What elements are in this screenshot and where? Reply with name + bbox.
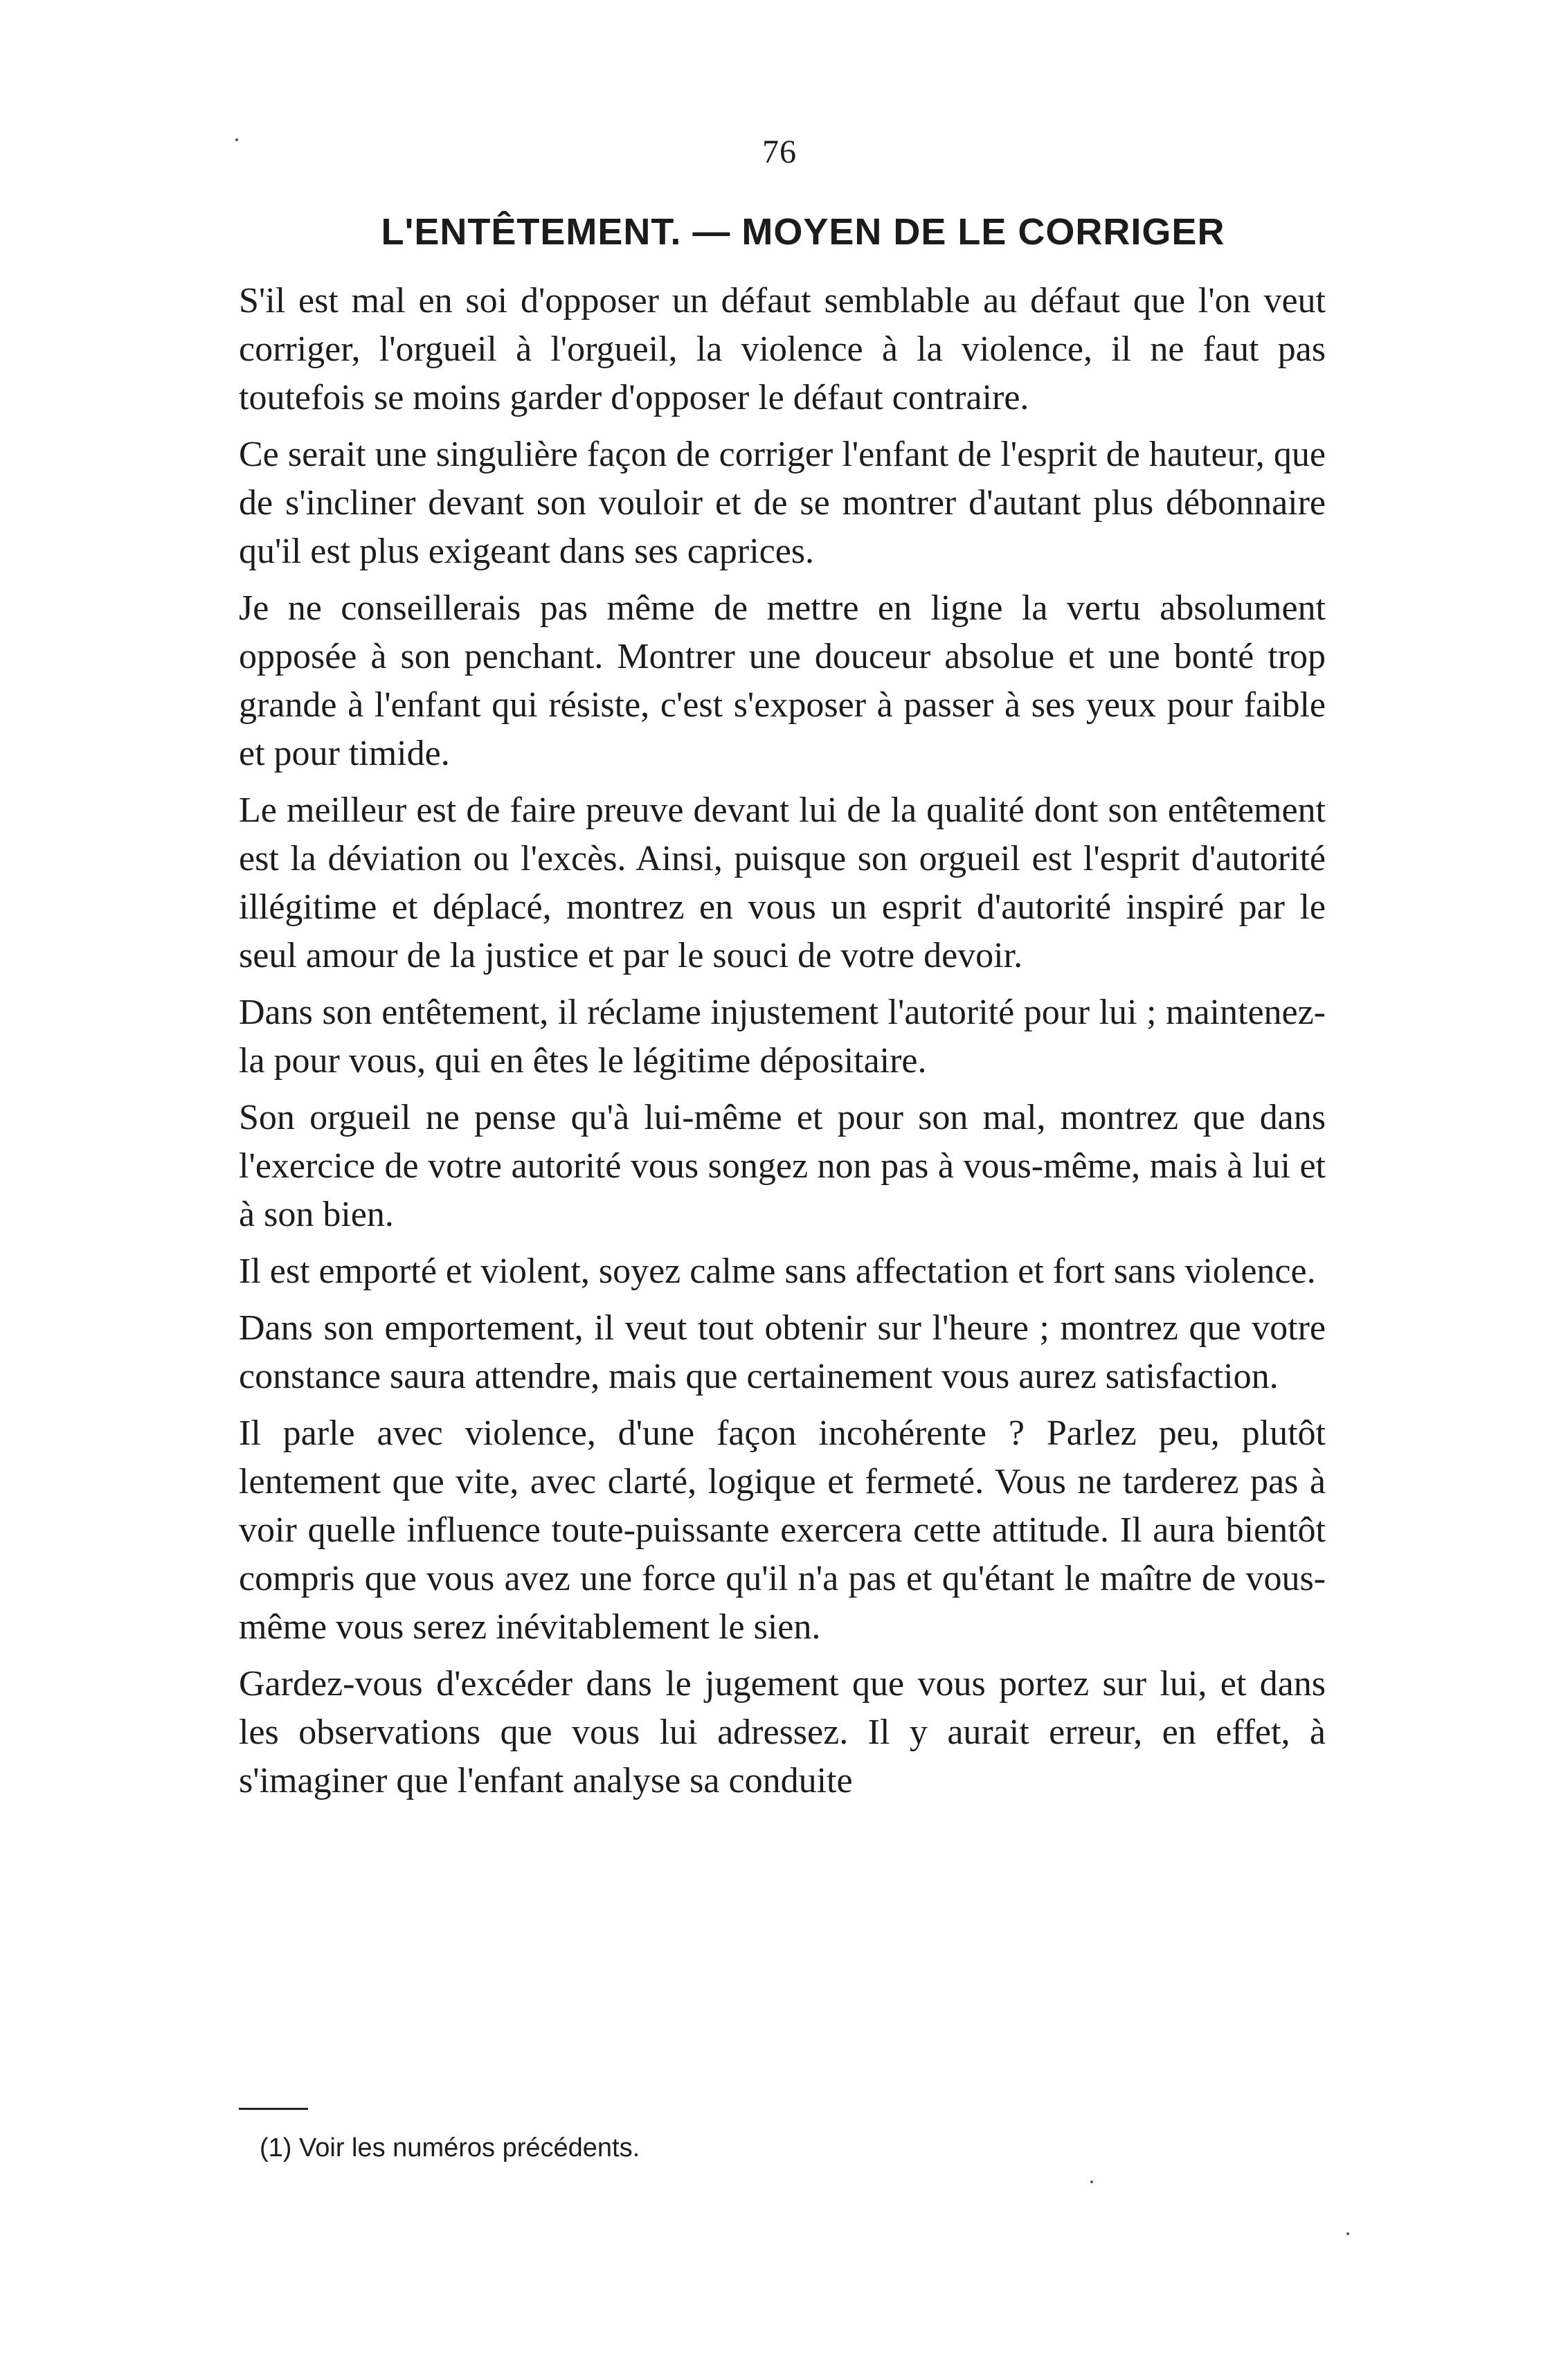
paragraph: Il parle avec violence, d'une façon incohérente ? Parlez peu, plutôt lentement que vite, avec clarté, logique et fermeté. Vous ne tarderez pas à voir quelle influence toute-puissante exercera cette attitude. Il aura bientôt compris que vous avez une force qu'il n'a pas et qu'étant le maître de vous-même vous serez inévitablement le sien. <box>239 1414 1326 1647</box>
body-text <box>239 277 1326 1814</box>
scan-speck <box>235 138 238 141</box>
footnote-divider <box>239 2108 308 2110</box>
paragraph: Le meilleur est de faire preuve devant lui de la qualité dont son entêtement est la déviation ou l'excès. Ainsi, puisque son orgueil est l'esprit d'autorité illégitime et déplacé, montrez en vous un esprit d'autorité inspiré par le seul amour de la justice et par le souci de votre devoir. <box>239 791 1326 975</box>
paragraph: S'il est mal en soi d'opposer un défaut semblable au défaut que l'on veut corriger, l'orgueil à l'orgueil, la violence à la violence, il ne faut pas toutefois se moins garder d'opposer le défaut contraire. <box>239 281 1326 417</box>
paragraph: Dans son emportement, il veut tout obtenir sur l'heure ; montrez que votre constance saura attendre, mais que certainement vous aurez satisfaction. <box>239 1308 1326 1396</box>
paragraph: Dans son entêtement, il réclame injustement l'autorité pour lui ; maintenez-la pour vous, qui en êtes le légitime dépositaire. <box>239 993 1326 1081</box>
chapter-title: L'ENTÊTEMENT. — MOYEN DE LE CORRIGER <box>381 211 1225 253</box>
footnote: (1) Voir les numéros précédents. <box>260 2133 640 2162</box>
page-number: 76 <box>762 134 797 170</box>
paragraph: Je ne conseillerais pas même de mettre en ligne la vertu absolument opposée à son penchant. Montrer une douceur absolue et une bonté trop grande à l'enfant qui résiste, c'est s'exposer à passer à ses yeux pour faible et pour timide. <box>239 588 1326 773</box>
paragraph: Gardez-vous d'excéder dans le jugement que vous portez sur lui, et dans les observations que vous lui adressez. Il y aurait erreur, en effet, à s'imaginer que l'enfant analyse sa conduite <box>239 1664 1326 1800</box>
scan-speck <box>1090 2180 1093 2183</box>
scan-speck <box>1346 2232 1349 2235</box>
paragraph: Ce serait une singulière façon de corriger l'enfant de l'esprit de hauteur, que de s'incliner devant son vouloir et de se montrer d'autant plus débonnaire qu'il est plus exigeant dans ses caprices. <box>239 435 1326 571</box>
paragraph: Son orgueil ne pense qu'à lui-même et pour son mal, montrez que dans l'exercice de votre autorité vous songez non pas à vous-même, mais à lui et à son bien. <box>239 1098 1326 1234</box>
paragraph: Il est emporté et violent, soyez calme sans affectation et fort sans violence. <box>239 1252 1316 1291</box>
